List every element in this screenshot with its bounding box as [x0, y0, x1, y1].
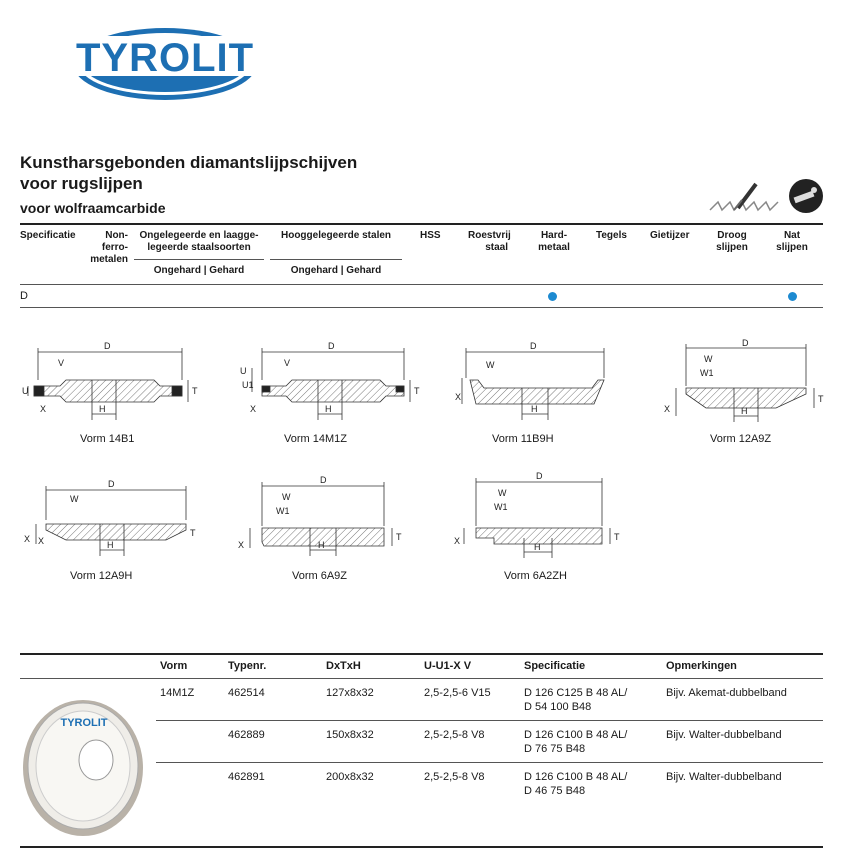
figure-label: Vorm 14B1: [80, 433, 135, 445]
figure-label: Vorm 11B9H: [492, 433, 554, 445]
th-opmerkingen: Opmerkingen: [666, 660, 737, 672]
svg-text:W1: W1: [700, 368, 714, 378]
svg-text:W: W: [498, 488, 507, 498]
col-spec: Specificatie: [20, 230, 76, 241]
svg-text:X: X: [455, 392, 462, 402]
col-hardmetaal: Hard- metaal: [538, 230, 570, 253]
svg-text:V: V: [58, 358, 65, 368]
col-ongelegeerde-sub: Ongehard | Gehard: [153, 265, 245, 276]
svg-text:H: H: [534, 542, 541, 552]
col-ongelegeerde: Ongelegeerde en laagge- legeerde staalsoorten: [139, 230, 259, 253]
svg-text:W: W: [282, 492, 291, 502]
svg-text:X: X: [454, 536, 461, 546]
cell-vorm: 14M1Z: [160, 687, 195, 699]
product-wheel-image: [18, 690, 148, 840]
col-roestvrij: Roestvrij staal: [468, 230, 511, 253]
svg-text:W: W: [704, 354, 713, 364]
svg-text:X: X: [38, 536, 45, 546]
svg-text:X: X: [664, 404, 671, 414]
wet-grinding-icon: [788, 178, 824, 214]
page-title: Kunstharsgebonden diamantslijpschijven voor rugslijpen: [20, 153, 358, 193]
col-tegels: Tegels: [596, 230, 627, 241]
spec-row-label: D: [20, 290, 28, 302]
svg-text:T: T: [190, 528, 196, 538]
col-hooggelegeerde-sub: Ongehard | Gehard: [290, 265, 382, 276]
grinding-saw-icon: [708, 180, 782, 218]
col-nonferro: Non- ferro- metalen: [90, 230, 128, 265]
svg-text:X: X: [250, 404, 257, 414]
svg-text:W: W: [486, 360, 495, 370]
hardmetaal-dot: [548, 292, 557, 301]
figure-label: Vorm 6A9Z: [292, 570, 348, 582]
col-hss: HSS: [420, 230, 441, 241]
col-gietijzer: Gietijzer: [650, 230, 690, 241]
svg-text:D: D: [328, 341, 335, 351]
nat-slijpen-dot: [788, 292, 797, 301]
svg-text:D: D: [320, 475, 327, 485]
svg-text:W1: W1: [276, 506, 290, 516]
svg-text:D: D: [104, 341, 111, 351]
svg-text:U: U: [240, 366, 247, 376]
figure-label: Vorm 6A2ZH: [504, 570, 567, 582]
svg-text:W1: W1: [494, 502, 508, 512]
tyrolit-logo: [70, 26, 260, 102]
th-dxtxh: DxTxH: [326, 660, 361, 672]
svg-text:X: X: [238, 540, 245, 550]
figure-label: Vorm 12A9Z: [710, 433, 772, 445]
svg-text:T: T: [396, 532, 402, 542]
fig-14b1: [28, 348, 188, 420]
col-droog: Droog slijpen: [716, 230, 748, 253]
th-typenr: Typenr.: [228, 660, 267, 672]
svg-text:D: D: [108, 479, 115, 489]
svg-text:H: H: [99, 404, 106, 414]
svg-text:TYROLIT: TYROLIT: [75, 36, 255, 80]
svg-text:U1: U1: [242, 380, 254, 390]
svg-text:T: T: [414, 386, 420, 396]
svg-text:H: H: [318, 540, 325, 550]
th-vorm: Vorm: [160, 660, 188, 672]
figure-label: Vorm 12A9H: [70, 570, 133, 582]
svg-text:D: D: [536, 471, 543, 481]
svg-text:H: H: [531, 404, 538, 414]
svg-text:V: V: [284, 358, 291, 368]
svg-text:U: U: [22, 386, 29, 396]
page-subtitle: voor wolfraamcarbide: [20, 200, 166, 216]
svg-text:T: T: [818, 394, 824, 404]
svg-text:W: W: [70, 494, 79, 504]
figure-label: Vorm 14M1Z: [284, 433, 347, 445]
svg-text:H: H: [741, 406, 748, 416]
col-nat: Nat slijpen: [776, 230, 808, 253]
svg-text:H: H: [107, 540, 114, 550]
svg-text:X: X: [40, 404, 47, 414]
th-uu1xv: U-U1-X V: [424, 660, 472, 672]
th-specificatie: Specificatie: [524, 660, 586, 672]
svg-text:T: T: [614, 532, 620, 542]
col-hooggelegeerde: Hooggelegeerde stalen: [280, 230, 392, 241]
svg-text:D: D: [530, 341, 537, 351]
svg-text:D: D: [742, 338, 749, 348]
svg-text:H: H: [325, 404, 332, 414]
svg-text:X: X: [24, 534, 31, 544]
svg-text:TYROLIT: TYROLIT: [60, 717, 108, 729]
svg-text:T: T: [192, 386, 198, 396]
shape-drawings: [0, 330, 843, 600]
